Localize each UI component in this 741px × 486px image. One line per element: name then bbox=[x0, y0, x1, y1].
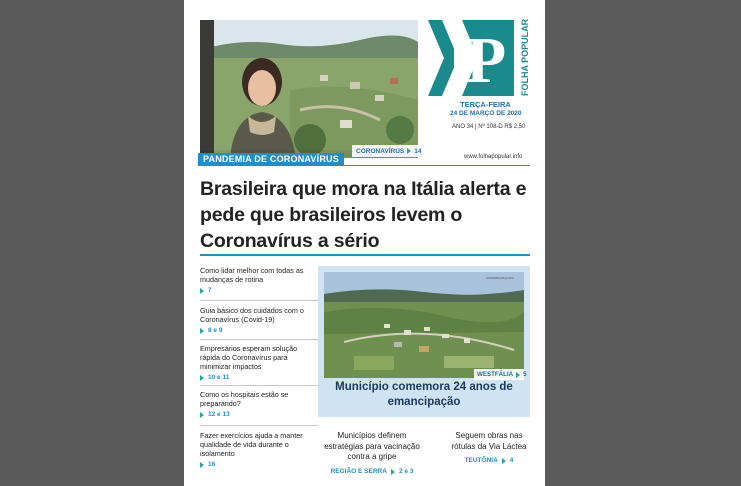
masthead-name bbox=[513, 20, 533, 96]
main-headline[interactable]: Brasileira que mora na Itália alerta e pede que brasileiros levem o Coronavírus a sério bbox=[200, 178, 527, 252]
story-item[interactable] bbox=[318, 431, 426, 477]
hero-tag-label: CORONAVÍRUS bbox=[356, 147, 405, 155]
index-item-title: Como os hospitais estão se preparando? bbox=[200, 390, 289, 408]
story-section: TEUTÔNIA bbox=[464, 457, 498, 464]
feature-section-tag[interactable] bbox=[474, 369, 527, 380]
feature-tag-page: 5 bbox=[523, 371, 527, 378]
issue-day: TERÇA-FEIRA bbox=[460, 100, 511, 109]
edition-info: ANO 34 | Nº 108-D R$ 2,50 bbox=[452, 124, 526, 130]
index-item-page: 10 e 11 bbox=[208, 374, 230, 381]
page-pointer-icon bbox=[516, 372, 520, 378]
story-page-number: 4 bbox=[509, 457, 514, 464]
index-item[interactable] bbox=[200, 266, 318, 295]
hero-section-tag[interactable] bbox=[352, 145, 422, 157]
story-title: Seguem obras nas rótulas da Via Láctea bbox=[451, 431, 527, 451]
folha-popular-logo[interactable] bbox=[428, 20, 522, 96]
page-pointer-icon bbox=[200, 462, 204, 468]
masthead-name-text: FOLHA POPULAR bbox=[520, 18, 530, 96]
index-item-title: Como lidar melhor com todas as mudanças de rotina bbox=[200, 266, 304, 284]
headline-divider bbox=[200, 254, 530, 256]
page-pointer-icon bbox=[200, 288, 204, 294]
page-pointer-icon bbox=[200, 328, 204, 334]
photo-credit: SMWEBE/ARQUIVO bbox=[485, 276, 514, 280]
newspaper-page[interactable] bbox=[184, 0, 545, 486]
page-pointer-icon bbox=[407, 148, 411, 154]
hero-photo bbox=[200, 20, 422, 158]
story-section: REGIÃO E SERRA bbox=[330, 467, 387, 475]
feature-photo bbox=[324, 272, 527, 378]
feature-story[interactable] bbox=[318, 266, 530, 417]
banner-divider bbox=[334, 165, 530, 166]
index-item-page: 7 bbox=[208, 287, 212, 294]
feature-title: Município comemora 24 anos de emancipação bbox=[335, 381, 513, 408]
index-item-title: Guia básico dos cuidados com o Coronavírus (Covid-19) bbox=[200, 306, 304, 324]
story-title: Municípios definem estratégias para vacinação contra a gripe bbox=[324, 431, 420, 461]
index-item[interactable] bbox=[200, 431, 318, 469]
index-divider bbox=[200, 300, 318, 301]
page-pointer-icon bbox=[200, 375, 204, 381]
feature-tag-label: WESTFÁLIA bbox=[477, 371, 514, 378]
index-item-title: Fazer exercícios ajuda a manter qualidade de vida durante o isolamento bbox=[200, 431, 303, 458]
page-pointer-icon bbox=[200, 412, 204, 418]
page-pointer-icon bbox=[391, 469, 395, 475]
index-divider bbox=[200, 425, 318, 426]
page-pointer-icon bbox=[502, 458, 506, 464]
index-item[interactable] bbox=[200, 344, 318, 382]
hero-tag-page: 14 bbox=[414, 147, 422, 155]
section-banner: PANDEMIA DE CORONAVÍRUS bbox=[198, 153, 344, 166]
index-item[interactable] bbox=[200, 390, 318, 419]
logo-letter: P bbox=[465, 24, 507, 97]
index-divider bbox=[200, 339, 318, 340]
index-item-page: 8 e 9 bbox=[208, 327, 223, 334]
index-item-page: 16 bbox=[208, 461, 216, 468]
website-link[interactable]: www.folhapopular.info bbox=[464, 154, 523, 160]
viewer-background-left bbox=[0, 0, 184, 486]
story-page-number: 2 e 3 bbox=[398, 467, 414, 475]
index-item-page: 12 e 13 bbox=[208, 411, 230, 418]
viewer-background-right bbox=[545, 0, 741, 486]
story-item[interactable] bbox=[446, 431, 532, 467]
index-divider bbox=[200, 385, 318, 386]
issue-date: 24 DE MARÇO DE 2020 bbox=[450, 110, 522, 117]
index-item[interactable] bbox=[200, 306, 318, 335]
index-item-title: Empresários esperam solução rápida do Coronavírus para minimizar impactos bbox=[200, 344, 298, 371]
